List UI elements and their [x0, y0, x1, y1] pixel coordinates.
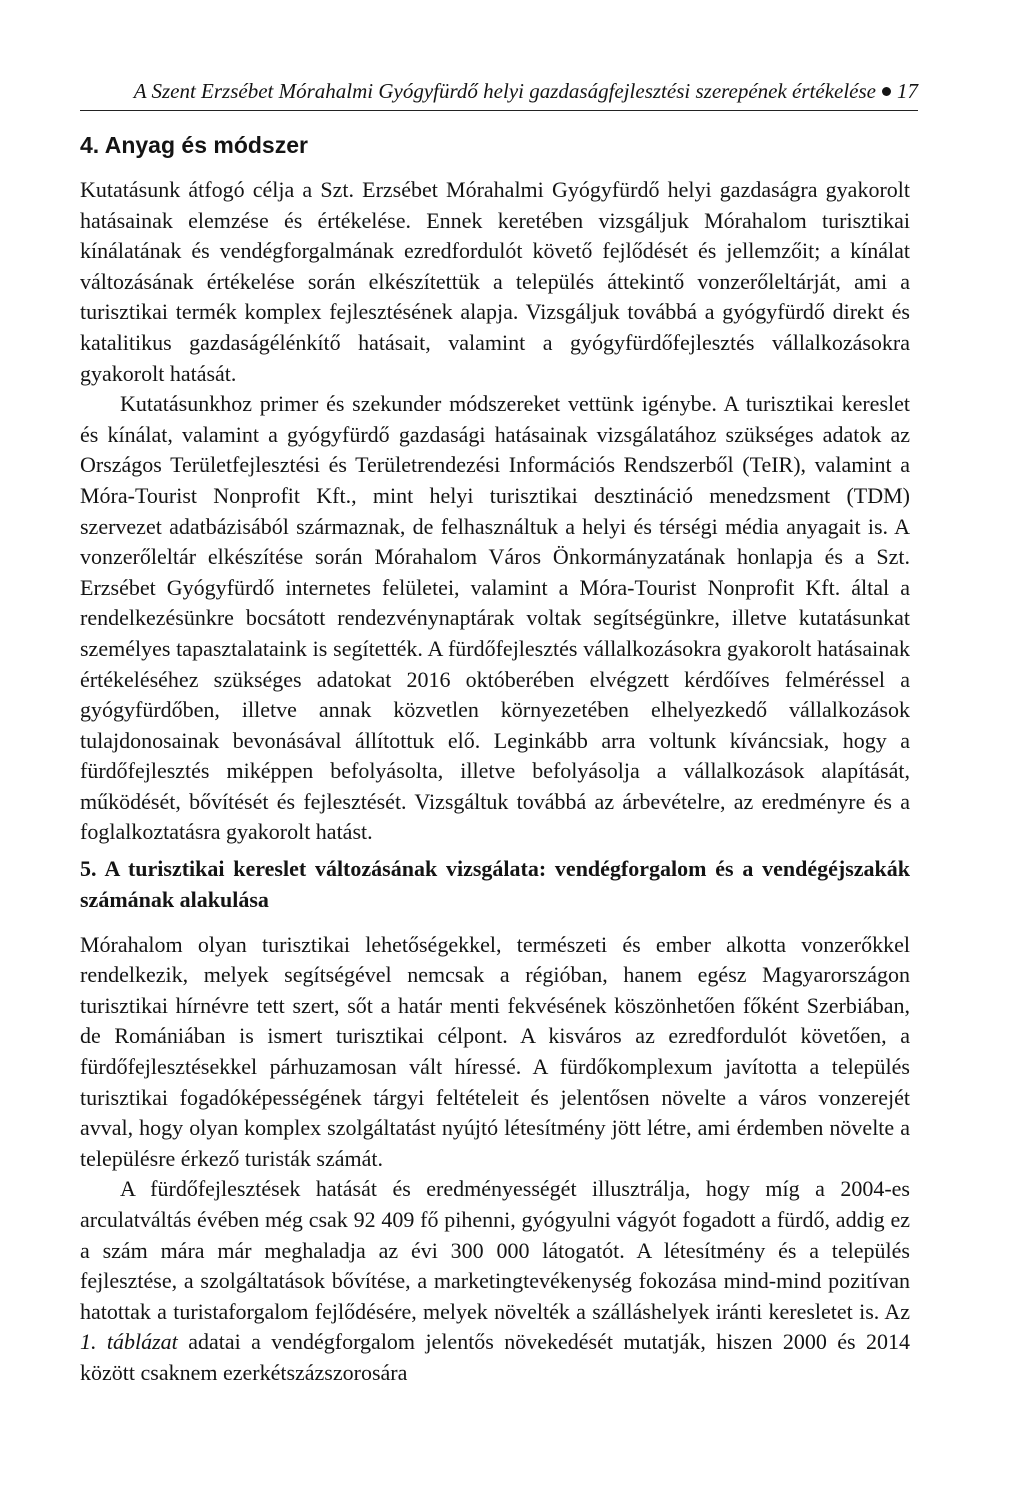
section-5 [80, 854, 910, 1389]
section-4-paragraph-1: Kutatásunk átfogó célja a Szt. Erzsébet Mórahalmi Gyógyfürdő helyi gazdaságra gyakorolt hatásainak elemzése és értékelése. Ennek keretében vizsgáljuk Mórahalom turisztikai kínálatának és vendégforgalmának ezredfordulót követő fejlődését és jellemzőit; a kínálat változásának értékelése során elkészítettük a település áttekintő vonzerőleltárját, ami a turisztikai termék komplex fejlesztésének alapja. Vizsgáljuk továbbá a gyógyfürdő direkt és katalitikus gazdaságélénkítő hatásait, valamint a gyógyfürdőfejlesztés vállalkozásokra gyakorolt hatását. [80, 177, 910, 386]
section-5-heading-text: A turisztikai kereslet változásának vizsgálata: vendégforgalom és a vendégéjszakák számának alakulása [80, 856, 910, 912]
section-4 [80, 130, 910, 848]
section-5-heading-number: 5. [80, 856, 97, 881]
section-5-paragraph-2 [80, 1174, 910, 1388]
section-4-paragraph-2: Kutatásunkhoz primer és szekunder módszereket vettünk igénybe. A turisztikai kereslet és kínálat, valamint a gyógyfürdő gazdasági hatásainak vizsgálatához szükséges adatok az Országos Területfejlesztési és Területrendezési Információs Rendszerből (TeIR), valamint a Móra-Tourist Nonprofit Kft., mint helyi turisztikai desztináció menedzsment (TDM) szervezet adatbázisából származnak, de felhasználtuk a helyi és térségi média anyagait is. A vonzerőleltár elkészítése során Mórahalom Város Önkormányzatának honlapja és a Szt. Erzsébet Gyógyfürdő internetes felületei, valamint a Móra-Tourist Nonprofit Kft. által a rendelkezésünkre bocsátott rendezvénynaptárak voltak segítségünkre, illetve kutatásunkat személyes tapasztalataink is segítették. A fürdőfejlesztés vállalkozásokra gyakorolt hatásainak értékeléséhez szükséges adatokat 2016 októberében elvégzett kérdőíves felméréssel a gyógyfürdőben, illetve annak közvetlen környezetében elhelyezkedő vállalkozások tulajdonosainak bevonásával állítottuk elő. Leginkább arra voltunk kíváncsiak, hogy a fürdőfejlesztés miképpen befolyásolta, illetve befolyásolja a vállalkozások alapítását, működését, bővítését és fejlesztését. Vizsgáltuk továbbá az árbevételre, az eredményre és a foglalkoztatásra gyakorolt hatást. [80, 391, 910, 845]
section-5-heading [80, 854, 910, 916]
section-5-paragraph-2-text-a: A fürdőfejlesztések hatását és eredményességét illusztrálja, hogy míg a 2004-es arculatváltás évében még csak 92 409 fő pihenni, gyógyulni vágyót fogadott a fürdő, addig ez a szám mára már meghaladja az évi 300 000 látogatót. A létesítmény és a település fejlesztése, a szolgáltatások bővítése, a marketingtevékenység fokozása mind-mind pozitívan hatottak a turistaforgalom fejlődésére, melyek növelték a szálláshelyek iránti keresletet is. Az [80, 1176, 910, 1324]
section-4-heading: 4. Anyag és módszer [80, 132, 308, 158]
section-5-paragraph-1: Mórahalom olyan turisztikai lehetőségekkel, természeti és ember alkotta vonzerőkkel rendelkezik, melyek segítségével nemcsak a régióban, hanem egész Magyarországon turisztikai hírnévre tett szert, sőt a határ menti fekvésének köszönhetően főként Szerbiában, de Romániában is ismert turisztikai célpont. A kisváros az ezredfordulót követően, a fürdőfejlesztésekkel párhuzamosan vált híressé. A fürdőkomplexum javította a település turisztikai fogadóképességének tárgyi feltételeit és jelentősen növelte a város vonzerejét avval, hogy olyan komplex szolgáltatást nyújtó létesítmény jött létre, ami érdemben növelte a településre érkező turisták számát. [80, 931, 910, 1171]
section-5-paragraph-2-text-b: adatai a vendégforgalom jelentős növekedését mutatják, hiszen 2000 és 2014 között csaknem ezerkétszázszorosára [80, 1329, 910, 1385]
page-number: 17 [897, 79, 918, 103]
running-header [80, 76, 918, 111]
running-title: A Szent Erzsébet Mórahalmi Gyógyfürdő helyi gazdaságfejlesztési szerepének értékelése [133, 79, 876, 103]
bullet-separator [882, 87, 891, 96]
table-reference: 1. táblázat [80, 1329, 178, 1355]
